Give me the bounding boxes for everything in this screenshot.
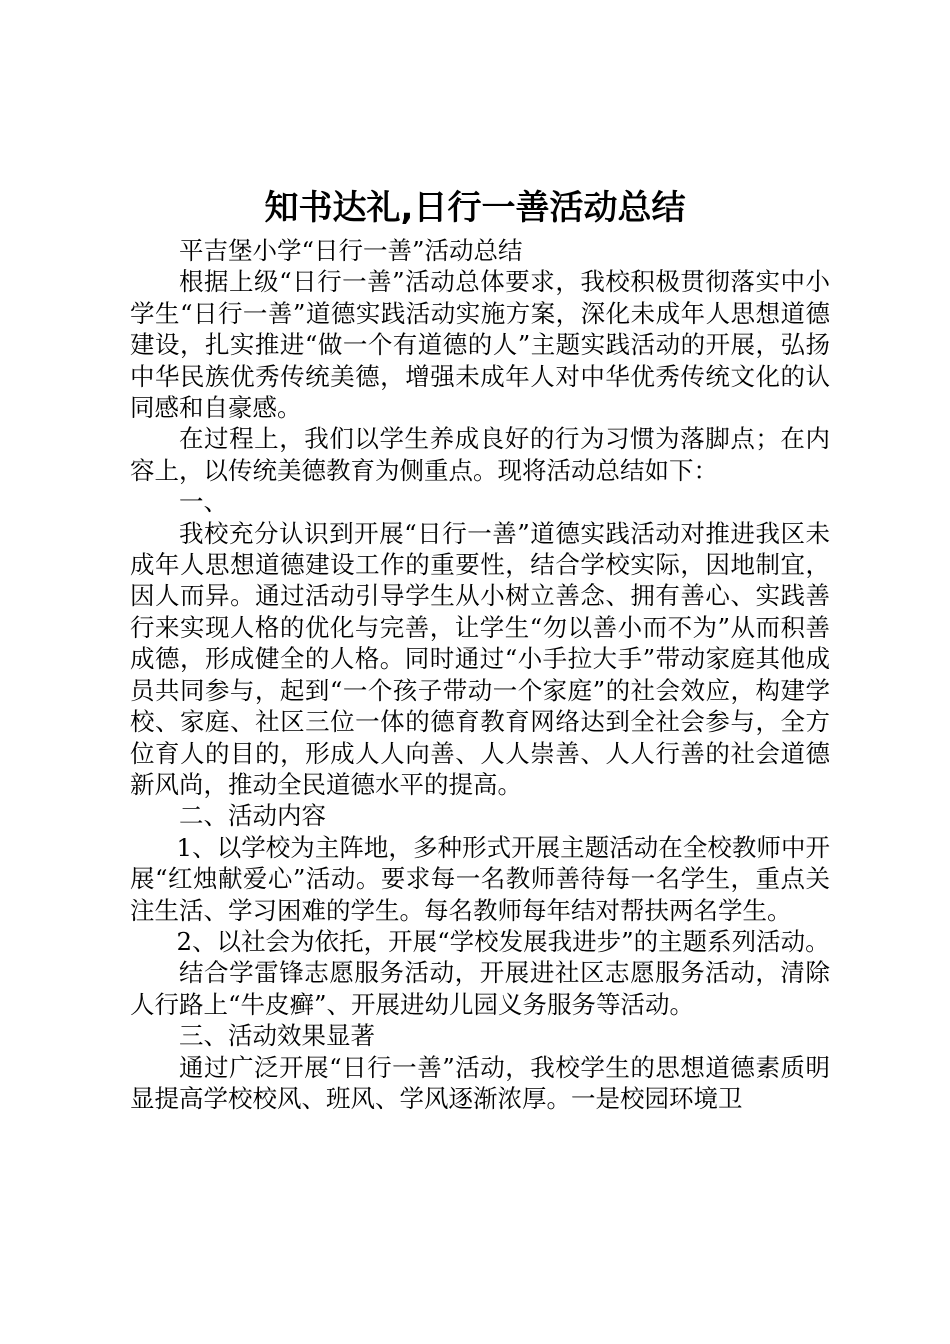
subtitle-paragraph: 平吉堡小学“日行一善”活动总结 [179, 236, 523, 265]
section-two-heading: 二、活动内容 [179, 801, 326, 831]
intro-paragraph: 根据上级“日行一善”活动总体要求，我校积极贯彻落实中小学生“日行一善”道德实践活动实施方案，深化未成年人思想道德建设，扎实推进“做一个有道德的人”主题实践活动的开展，弘扬中华民族优秀传统美德，增强未成年人对中华优秀传统文化的认同感和自豪感。 [130, 267, 830, 423]
document-body [130, 235, 830, 1114]
document-title: 知书达礼,日行一善活动总结 [264, 188, 686, 228]
volunteer-paragraph: 结合学雷锋志愿服务活动，开展进社区志愿服务活动，清除人行路上“牛皮癣”、开展进幼儿园义务服务等活动。 [130, 958, 830, 1019]
process-paragraph: 在过程上，我们以学生养成良好的行为习惯为落脚点；在内容上，以传统美德教育为侧重点。现将活动总结如下： [130, 424, 830, 485]
content-item-1: 1、以学校为主阵地，多种形式开展主题活动在全校教师中开展“红烛献爱心”活动。要求每一名教师善待每一名学生，重点关注生活、学习困难的学生。每名教师每年结对帮扶两名学生。 [130, 832, 830, 925]
section-three-heading: 三、活动效果显著 [179, 1021, 375, 1051]
results-paragraph: 通过广泛开展“日行一善”活动，我校学生的思想道德素质明显提高学校校风、班风、学风逐渐浓厚。一是校园环境卫 [130, 1052, 830, 1113]
section-one-heading: 一、 [179, 487, 228, 517]
section-one-paragraph: 我校充分认识到开展“日行一善”道德实践活动对推进我区未成年人思想道德建设工作的重要性，结合学校实际，因地制宜，因人而异。通过活动引导学生从小树立善念、拥有善心、实践善行来实现人格的优化与完善，让学生“勿以善小而不为”从而积善成德，形成健全的人格。同时通过“小手拉大手”带动家庭其他成员共同参与，起到“一个孩子带动一个家庭”的社会效应，构建学校、家庭、社区三位一体的德育教育网络达到全社会参与，全方位育人的目的，形成人人向善、人人崇善、人人行善的社会道德新风尚，推动全民道德水平的提高。 [130, 518, 830, 799]
content-item-2: 2、以社会为依托，开展“学校发展我进步”的主题系列活动。 [176, 926, 830, 956]
